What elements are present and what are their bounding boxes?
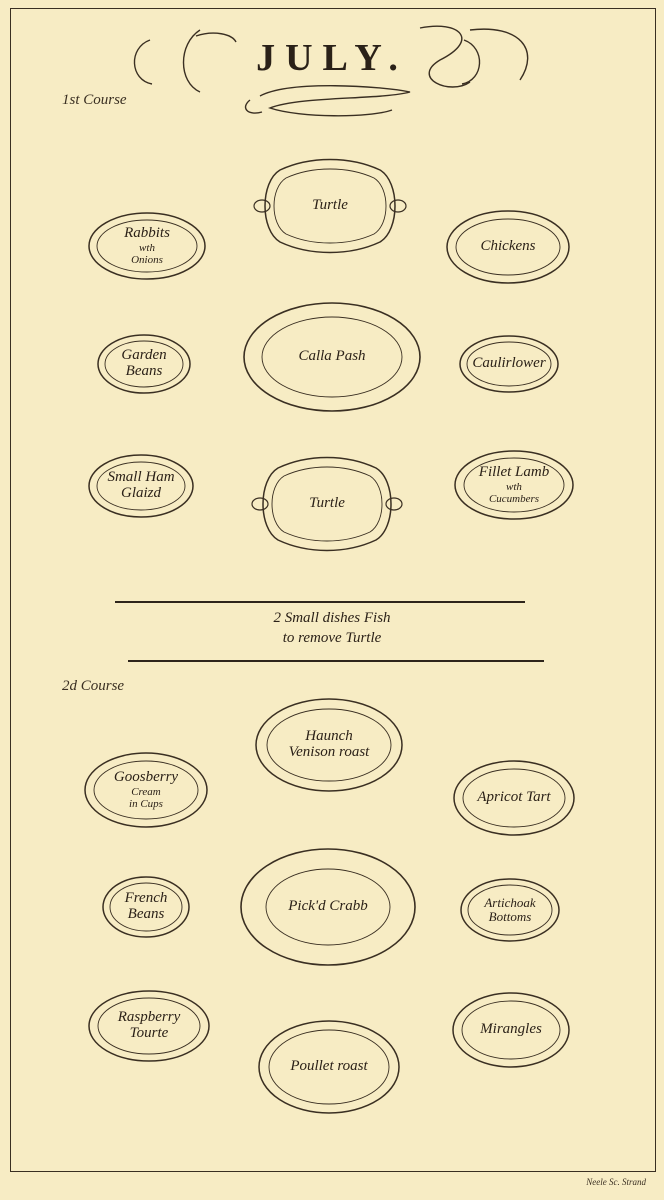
dish-label: Poullet roast	[290, 1058, 368, 1075]
dish-label: Caulirlower	[472, 355, 546, 372]
dish-label: Turtle	[312, 197, 348, 214]
dish-label: Raspberry	[117, 1009, 181, 1026]
dish-poullet	[258, 1020, 400, 1114]
dish-raspberry	[88, 990, 210, 1062]
dish-goosberry	[84, 752, 208, 828]
dish-label: Beans	[125, 363, 163, 379]
dish-label: Glaizd	[120, 485, 161, 501]
divider-top	[115, 601, 525, 603]
dish-label-sub: Onions	[131, 253, 163, 266]
dish-label-sub: wth	[506, 480, 522, 493]
dish-rabbits	[88, 212, 206, 280]
dish-label-sub: in Cups	[129, 797, 163, 810]
dish-turtle-bottom	[248, 458, 406, 550]
dish-label-sub: Cream	[131, 785, 161, 798]
dish-label: Calla Pash	[298, 348, 366, 365]
dish-apricot	[453, 760, 575, 836]
dish-label: Venison roast	[288, 744, 370, 760]
dish-small-ham	[88, 454, 194, 518]
page-title: JULY.	[256, 37, 408, 79]
dish-label: Haunch	[305, 728, 353, 745]
dish-pickd-crabb	[240, 848, 416, 966]
dish-garden-beans	[97, 334, 191, 394]
dish-label: Fillet Lamb	[478, 464, 550, 481]
dish-label: Artichoak	[484, 895, 536, 911]
remove-note	[0, 608, 664, 649]
engraver-credit: Neele Sc. Strand	[586, 1177, 646, 1187]
dish-french-beans	[102, 876, 190, 938]
dish-calla-pash	[243, 302, 421, 412]
dish-haunch	[255, 698, 403, 792]
dish-artichoak	[460, 878, 560, 942]
second-course-label: 2d Course	[62, 678, 125, 694]
remove-note-line2: to remove Turtle	[282, 630, 382, 647]
first-course-label: 1st Course	[62, 92, 127, 108]
dish-label: Bottoms	[488, 909, 532, 924]
remove-note-line1: 2 Small dishes Fish	[273, 610, 391, 626]
dish-chickens	[446, 210, 570, 284]
dish-label: Tourte	[129, 1025, 169, 1041]
dish-label: Beans	[127, 906, 165, 922]
dish-fillet-lamb	[454, 450, 574, 520]
divider-bottom	[128, 660, 544, 662]
dish-mirangles	[452, 992, 570, 1068]
dish-label: Goosberry	[113, 769, 179, 786]
dish-label: Garden	[121, 347, 167, 364]
dish-label: Mirangles	[480, 1021, 542, 1038]
dish-label: Turtle	[309, 495, 345, 512]
dish-turtle-top	[250, 160, 410, 252]
dish-label: French	[124, 890, 168, 907]
dish-cauliflower	[459, 335, 559, 393]
dish-label-sub: Cucumbers	[488, 492, 540, 505]
dish-label: Chickens	[480, 238, 536, 255]
dish-label: Small Ham	[107, 469, 175, 486]
dish-label: Pick'd Crabb	[288, 898, 368, 915]
dish-label-sub: wth	[139, 241, 155, 254]
dish-label: Apricot Tart	[477, 789, 551, 806]
dish-label: Rabbits	[124, 225, 170, 242]
